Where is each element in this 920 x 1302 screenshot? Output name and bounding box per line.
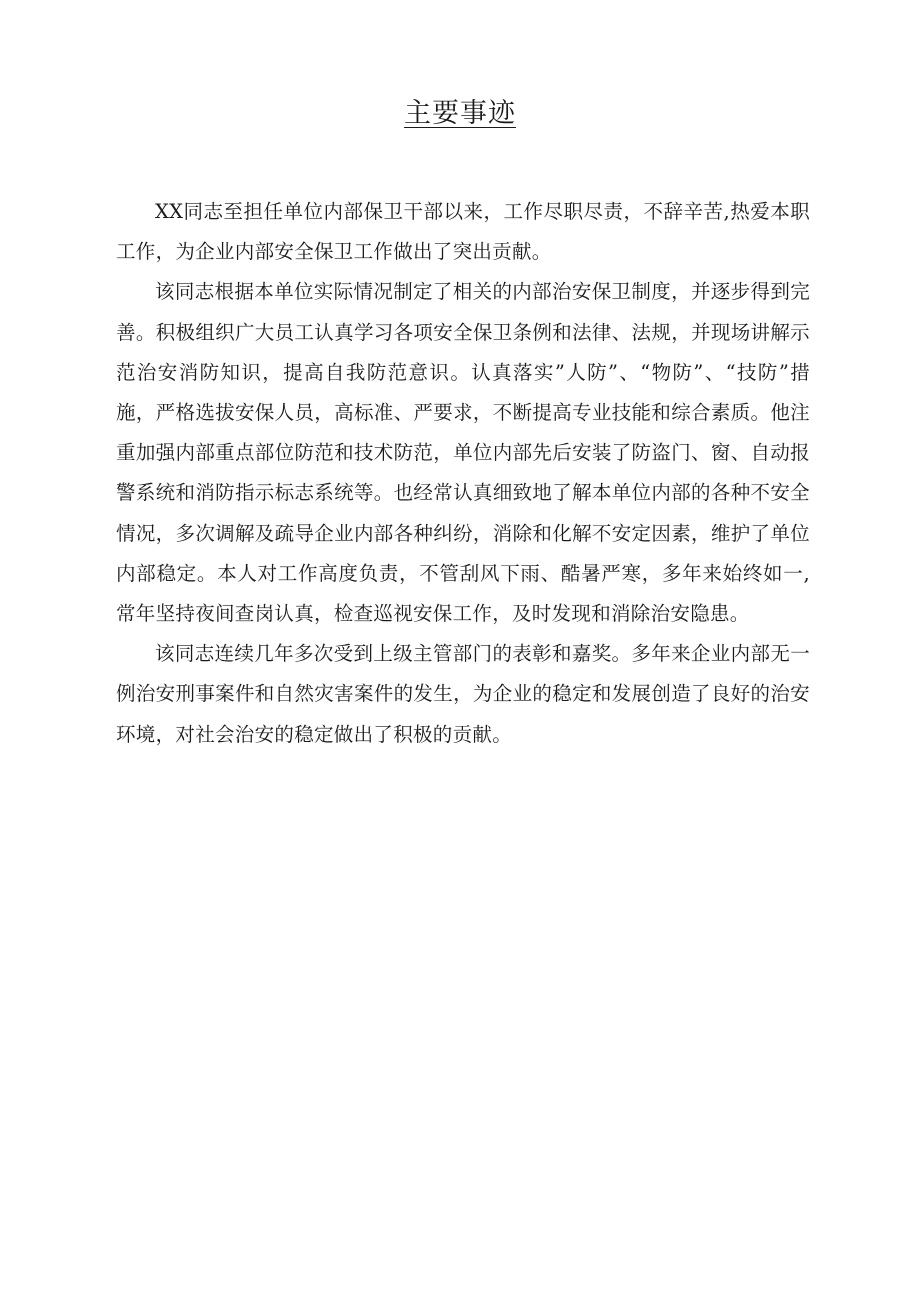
- paragraph-intro: XX同志至担任单位内部保卫干部以来，工作尽职尽责，不辞辛苦,热爱本职工作，为企业内部安全保卫工作做出了突出贡献。: [116, 200, 810, 264]
- document-title: [0, 94, 920, 134]
- paragraph-measures: 该同志根据本单位实际情况制定了相关的内部治安保卫制度，并逐步得到完善。积极组织广大员工认真学习各项安全保卫条例和法律、法规，并现场讲解示范治安消防知识，提高自我防范意识。认真落实”人防”、“物防”、“技防”措施，严格选拔安保人员，高标准、严要求，不断提高专业技能和综合素质。他注重加强内部重点部位防范和技术防范，单位内部先后安装了防盗门、窗、自动报警系统和消防指示标志系统等。也经常认真细致地了解本单位内部的各种不安全情况，多次调解及疏导企业内部各种纠纷，消除和化解不安定因素，维护了单位内部稳定。本人对工作高度负责，不管刮风下雨、酷暑严寒，多年来始终如一,常年坚持夜间查岗认真，检查巡视安保工作，及时发现和消除治安隐患。: [116, 280, 810, 626]
- document-body: [116, 192, 810, 755]
- paragraph-achievements: 该同志连续几年多次受到上级主管部门的表彰和嘉奖。多年来企业内部无一例治安刑事案件和自然灾害案件的发生，为企业的稳定和发展创造了良好的治安环境，对社会治安的稳定做出了积极的贡献。: [116, 642, 810, 746]
- document-title-text: 主要事迹: [404, 98, 516, 129]
